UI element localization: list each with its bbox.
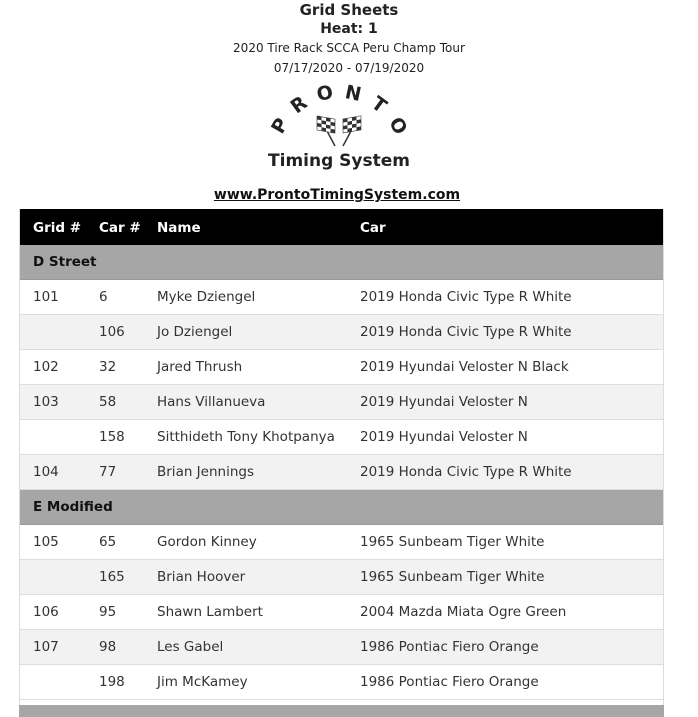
cell-car-number: 77 — [85, 455, 143, 490]
cell-car-description: 1965 Sunbeam Tiger White — [346, 525, 664, 560]
cell-car-description: 2019 Honda Civic Type R White — [346, 455, 664, 490]
heat-label: Heat: 1 — [320, 21, 378, 37]
logo-letter: O — [384, 113, 412, 139]
cell-car-description: 1965 Sunbeam Tiger White — [346, 560, 664, 595]
class-name: D Street — [19, 245, 664, 280]
logo-letter: P — [267, 114, 294, 138]
pronto-logo — [249, 82, 429, 174]
cell-driver-name: Jared Thrush — [143, 350, 346, 385]
cell-car-number: 158 — [85, 420, 143, 455]
cell-driver-name: Brian Jennings — [143, 455, 346, 490]
class-group-row — [19, 245, 664, 280]
cell-car-number: 6 — [85, 280, 143, 315]
logo-letter: R — [286, 91, 312, 119]
event-dates: 07/17/2020 - 07/19/2020 — [273, 61, 425, 75]
cell-car-number: 65 — [85, 525, 143, 560]
cell-car-description: 2019 Honda Civic Type R White — [346, 280, 664, 315]
logo-letter: N — [343, 82, 364, 106]
column-header-name: Name — [143, 210, 346, 246]
cell-grid-number — [19, 560, 85, 595]
cell-car-number: 58 — [85, 385, 143, 420]
page-title: Grid Sheets — [299, 1, 399, 19]
cell-grid-number — [19, 420, 85, 455]
cell-grid-number: 103 — [19, 385, 85, 420]
logo-letter: T — [367, 92, 391, 118]
cell-grid-number — [19, 315, 85, 350]
table-row — [19, 280, 664, 315]
cell-car-description: 1986 Pontiac Fiero Orange — [346, 665, 664, 700]
table-row — [19, 385, 664, 420]
cell-driver-name: Brian Hoover — [143, 560, 346, 595]
cell-car-number: 106 — [85, 315, 143, 350]
cell-car-description: 2019 Hyundai Veloster N — [346, 385, 664, 420]
cell-driver-name: Les Gabel — [143, 630, 346, 665]
cell-car-number: 165 — [85, 560, 143, 595]
cell-car-description: 2004 Mazda Miata Ogre Green — [346, 595, 664, 630]
grid-table — [19, 209, 664, 700]
logo-tagline: Timing System — [268, 151, 410, 171]
cell-car-description: 2019 Hyundai Veloster N — [346, 420, 664, 455]
table-row — [19, 630, 664, 665]
cell-driver-name: Myke Dziengel — [143, 280, 346, 315]
logo-letter: O — [314, 82, 336, 106]
cell-car-number: 95 — [85, 595, 143, 630]
cell-grid-number: 105 — [19, 525, 85, 560]
cell-car-description: 2019 Hyundai Veloster N Black — [346, 350, 664, 385]
cell-grid-number: 107 — [19, 630, 85, 665]
table-row — [19, 350, 664, 385]
table-row — [19, 560, 664, 595]
grid-table-body — [19, 245, 664, 700]
cell-driver-name: Jim McKamey — [143, 665, 346, 700]
checkered-flags-icon — [249, 82, 429, 174]
cell-driver-name: Gordon Kinney — [143, 525, 346, 560]
table-row — [19, 665, 664, 700]
class-name: E Modified — [19, 490, 664, 525]
table-row — [19, 420, 664, 455]
cell-car-number: 198 — [85, 665, 143, 700]
cell-grid-number — [19, 665, 85, 700]
event-name: 2020 Tire Rack SCCA Peru Champ Tour — [233, 41, 465, 55]
cell-grid-number: 102 — [19, 350, 85, 385]
cell-car-description: 2019 Honda Civic Type R White — [346, 315, 664, 350]
column-header-grid: Grid # — [19, 210, 85, 246]
cell-car-number: 32 — [85, 350, 143, 385]
website-link[interactable]: www.ProntoTimingSystem.com — [213, 187, 461, 203]
table-row — [19, 595, 664, 630]
table-row — [19, 315, 664, 350]
table-row — [19, 525, 664, 560]
cell-car-number: 98 — [85, 630, 143, 665]
cell-grid-number: 104 — [19, 455, 85, 490]
table-row — [19, 455, 664, 490]
cell-driver-name: Sitthideth Tony Khotpanya — [143, 420, 346, 455]
next-class-row-partial — [19, 705, 664, 717]
column-header-car-number: Car # — [85, 210, 143, 246]
cell-car-description: 1986 Pontiac Fiero Orange — [346, 630, 664, 665]
cell-driver-name: Shawn Lambert — [143, 595, 346, 630]
class-group-row — [19, 490, 664, 525]
cell-grid-number: 106 — [19, 595, 85, 630]
cell-driver-name: Hans Villanueva — [143, 385, 346, 420]
cell-grid-number: 101 — [19, 280, 85, 315]
table-header-row — [19, 210, 664, 246]
column-header-car: Car — [346, 210, 664, 246]
cell-driver-name: Jo Dziengel — [143, 315, 346, 350]
